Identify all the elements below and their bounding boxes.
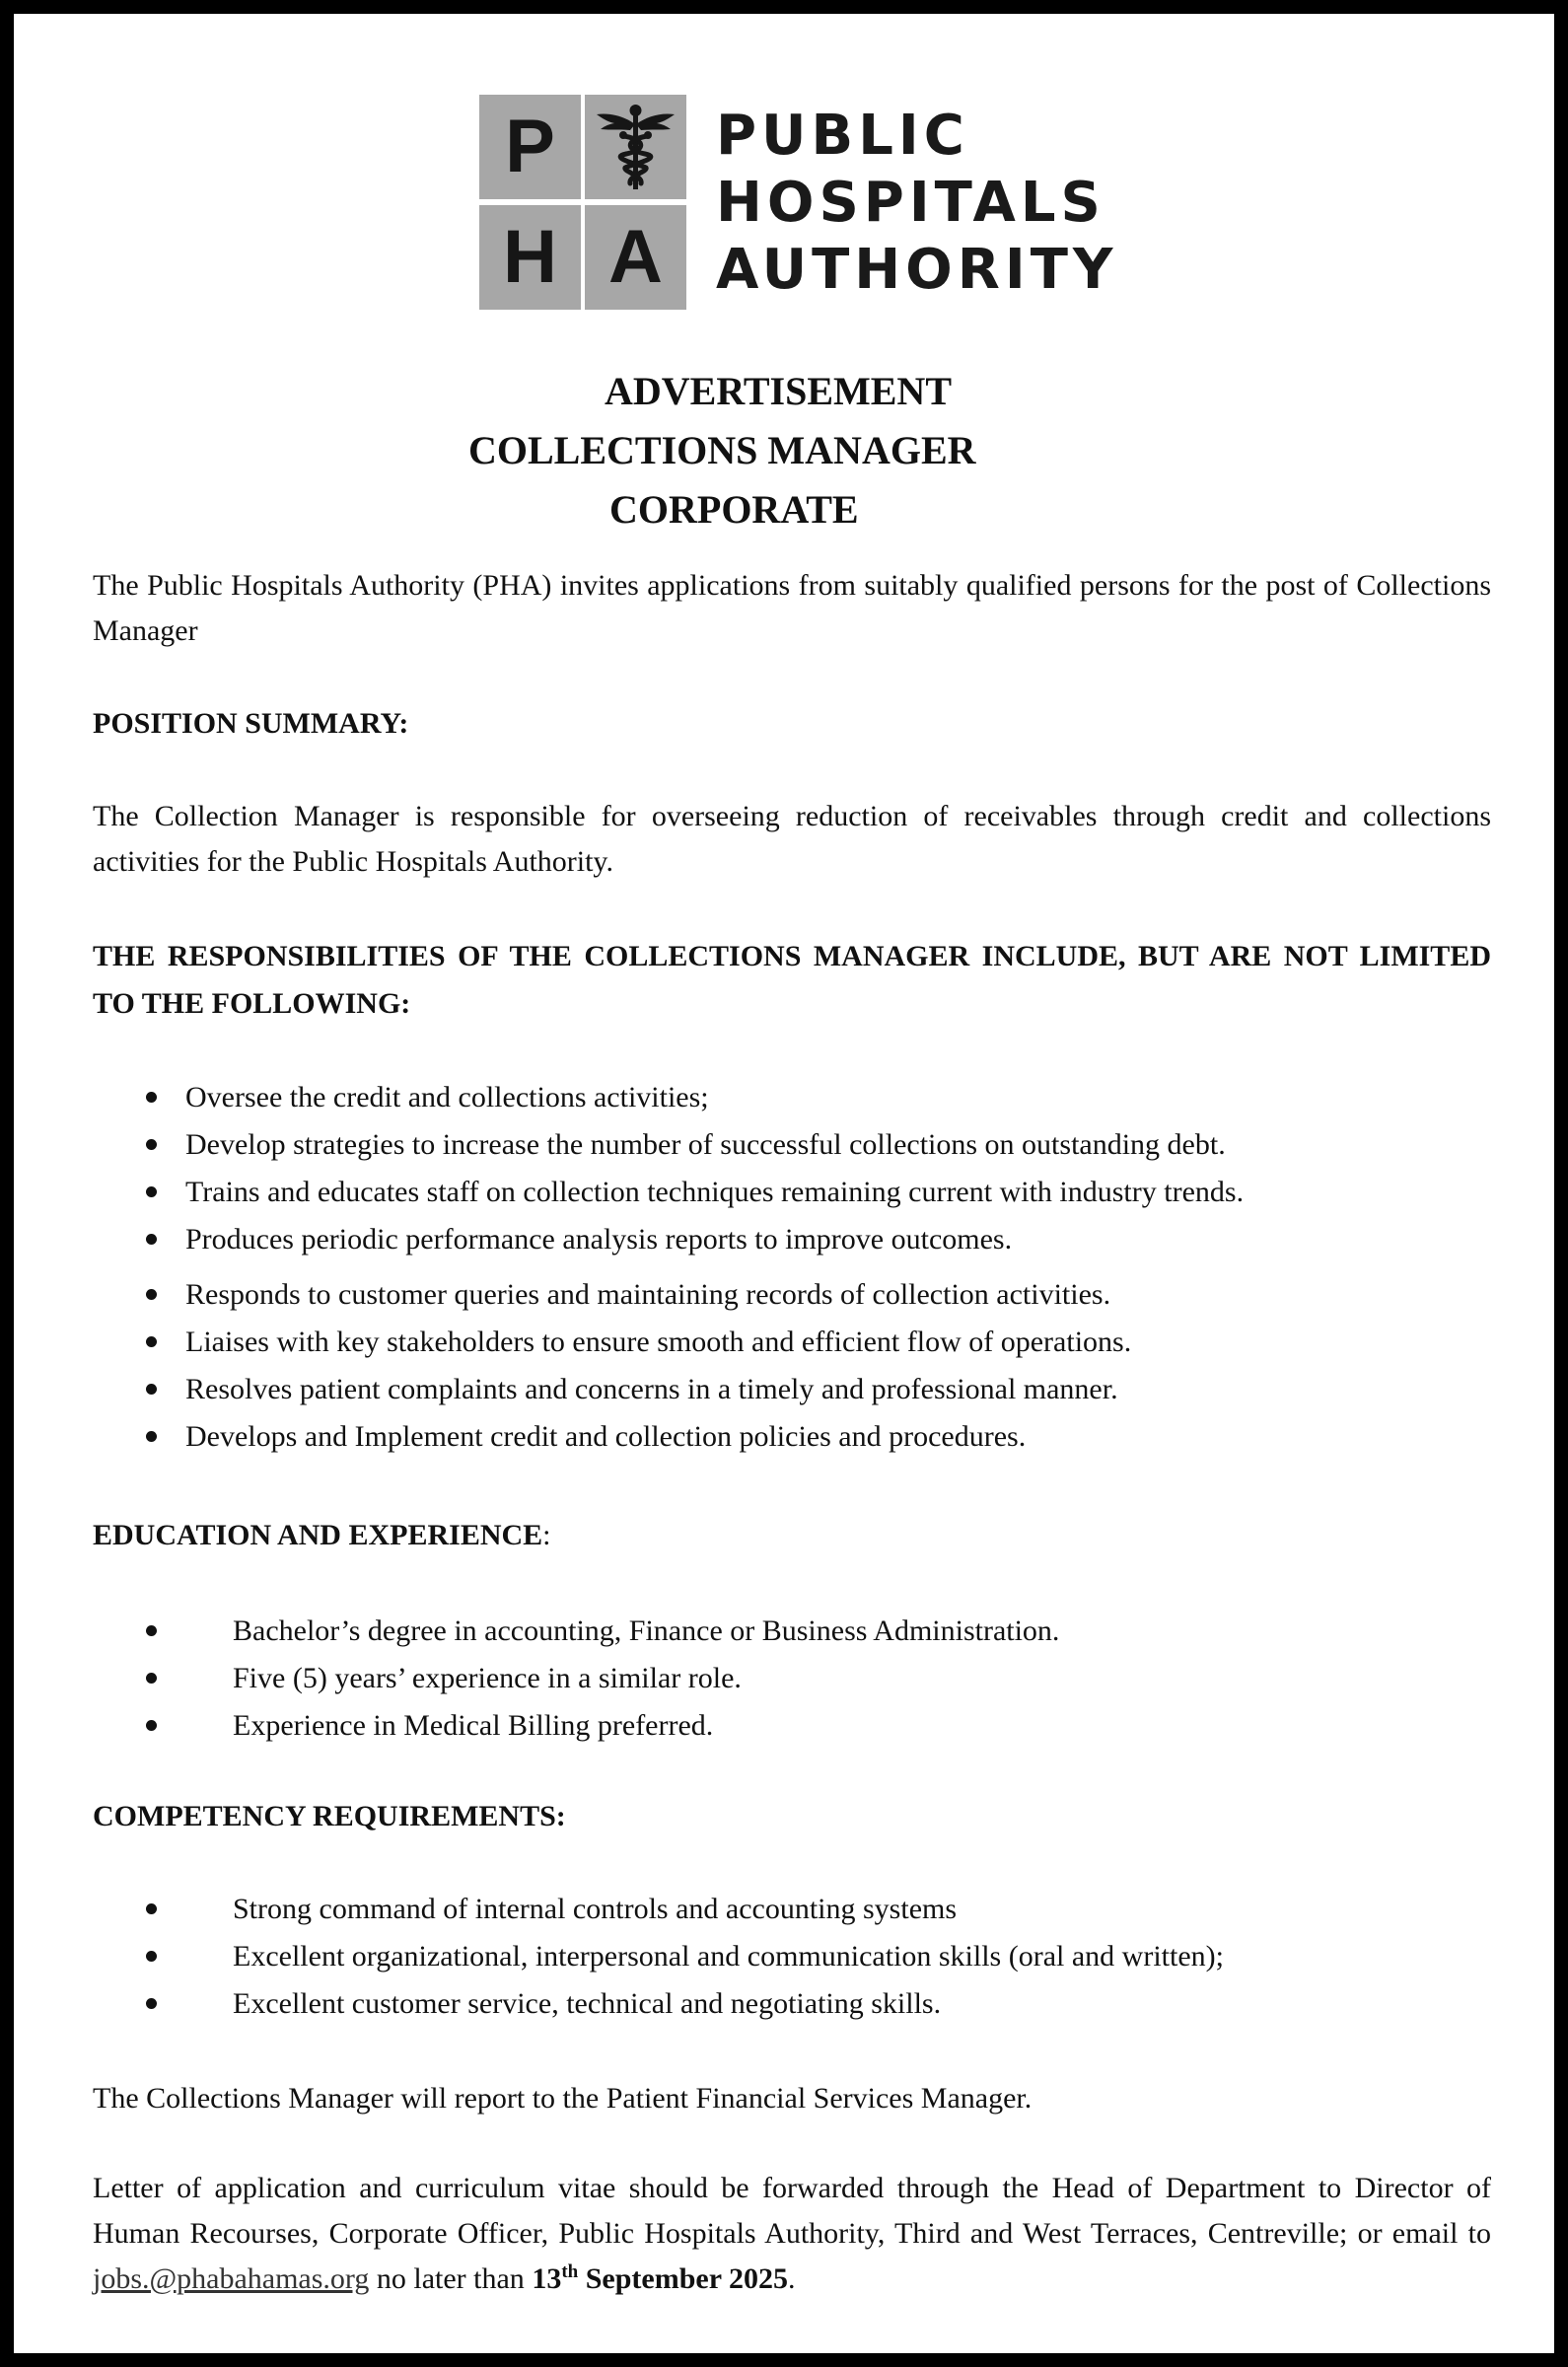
logo-tile-grid (479, 95, 686, 310)
education-heading: EDUCATION AND EXPERIENCE: (93, 1519, 551, 1551)
logo-line-public: PUBLIC (716, 104, 969, 168)
bullet-icon (146, 1139, 157, 1150)
logo-tile-h: H (479, 205, 581, 310)
deadline-date: 13th September 2025 (532, 2261, 788, 2295)
email-link[interactable]: jobs.@phabahamas.org (93, 2262, 370, 2295)
list-item: Experience in Medical Billing preferred. (233, 1702, 1059, 1750)
application-paragraph: Letter of application and curriculum vitae should be forwarded through the Head of Department to Director of Human Recourses, Corporate Officer, Public Hospitals Authority, Third and West Terraces, Centreville; or email to jobs.@phabahamas.org no later than 13th September 2025. (93, 2172, 1491, 2295)
bullet-icon (146, 1720, 157, 1731)
intro-paragraph: The Public Hospitals Authority (PHA) invites applications from suitably qualified persons for the post of Collections Manager (93, 569, 1491, 647)
title-advertisement: ADVERTISEMENT (605, 369, 952, 413)
list-item: Develop strategies to increase the number of successful collections on outstanding debt. (185, 1121, 1244, 1169)
pha-logo (479, 95, 1118, 310)
title-department: CORPORATE (609, 487, 859, 532)
title-position: COLLECTIONS MANAGER (468, 428, 976, 472)
position-summary-text: The Collection Manager is responsible for overseeing reduction of receivables through credit and collections activities for the Public Hospitals Authority. (93, 800, 1491, 878)
position-summary-heading: POSITION SUMMARY: (93, 707, 409, 740)
competency-list (233, 1886, 1224, 2028)
bullet-icon (146, 1092, 157, 1103)
bullet-icon (146, 1384, 157, 1395)
caduceus-icon (585, 95, 686, 199)
logo-tile-p: P (479, 95, 581, 199)
list-item: Liaises with key stakeholders to ensure smooth and efficient flow of operations. (185, 1319, 1244, 1366)
bullet-icon (146, 1951, 157, 1962)
reporting-line: The Collections Manager will report to the Patient Financial Services Manager. (93, 2082, 1033, 2115)
logo-tile-a: A (585, 205, 686, 310)
list-item: Develops and Implement credit and collection policies and procedures. (185, 1413, 1244, 1461)
list-item: Five (5) years’ experience in a similar role. (233, 1655, 1059, 1702)
competency-heading: COMPETENCY REQUIREMENTS: (93, 1800, 566, 1832)
bullet-icon (146, 1336, 157, 1347)
list-item: Resolves patient complaints and concerns in a timely and professional manner. (185, 1366, 1244, 1413)
list-item: Bachelor’s degree in accounting, Finance or Business Administration. (233, 1608, 1059, 1655)
logo-line-authority: AUTHORITY (716, 238, 1118, 302)
bullet-icon (146, 1289, 157, 1300)
responsibilities-list (185, 1074, 1244, 1461)
list-item: Excellent organizational, interpersonal and communication skills (oral and written); (233, 1933, 1224, 1980)
bullet-icon (146, 1998, 157, 2009)
list-item: Trains and educates staff on collection techniques remaining current with industry trends. (185, 1169, 1244, 1216)
list-item: Responds to customer queries and maintaining records of collection activities. (185, 1271, 1244, 1319)
bullet-icon (146, 1673, 157, 1684)
bullet-icon (146, 1431, 157, 1442)
bullet-icon (146, 1234, 157, 1245)
logo-wordmark (716, 103, 1117, 304)
bullet-icon (146, 1903, 157, 1914)
list-item: Strong command of internal controls and accounting systems (233, 1886, 1224, 1933)
list-item: Produces periodic performance analysis reports to improve outcomes. (185, 1216, 1244, 1263)
logo-line-hospitals: HOSPITALS (716, 171, 1105, 235)
list-item: Excellent customer service, technical and negotiating skills. (233, 1980, 1224, 2028)
bullet-icon (146, 1625, 157, 1636)
bullet-icon (146, 1186, 157, 1197)
responsibilities-heading: THE RESPONSIBILITIES OF THE COLLECTIONS MANAGER INCLUDE, BUT ARE NOT LIMITED TO THE FOLLOWING: (93, 940, 1491, 1020)
education-list (233, 1608, 1059, 1750)
list-item: Oversee the credit and collections activities; (185, 1074, 1244, 1121)
